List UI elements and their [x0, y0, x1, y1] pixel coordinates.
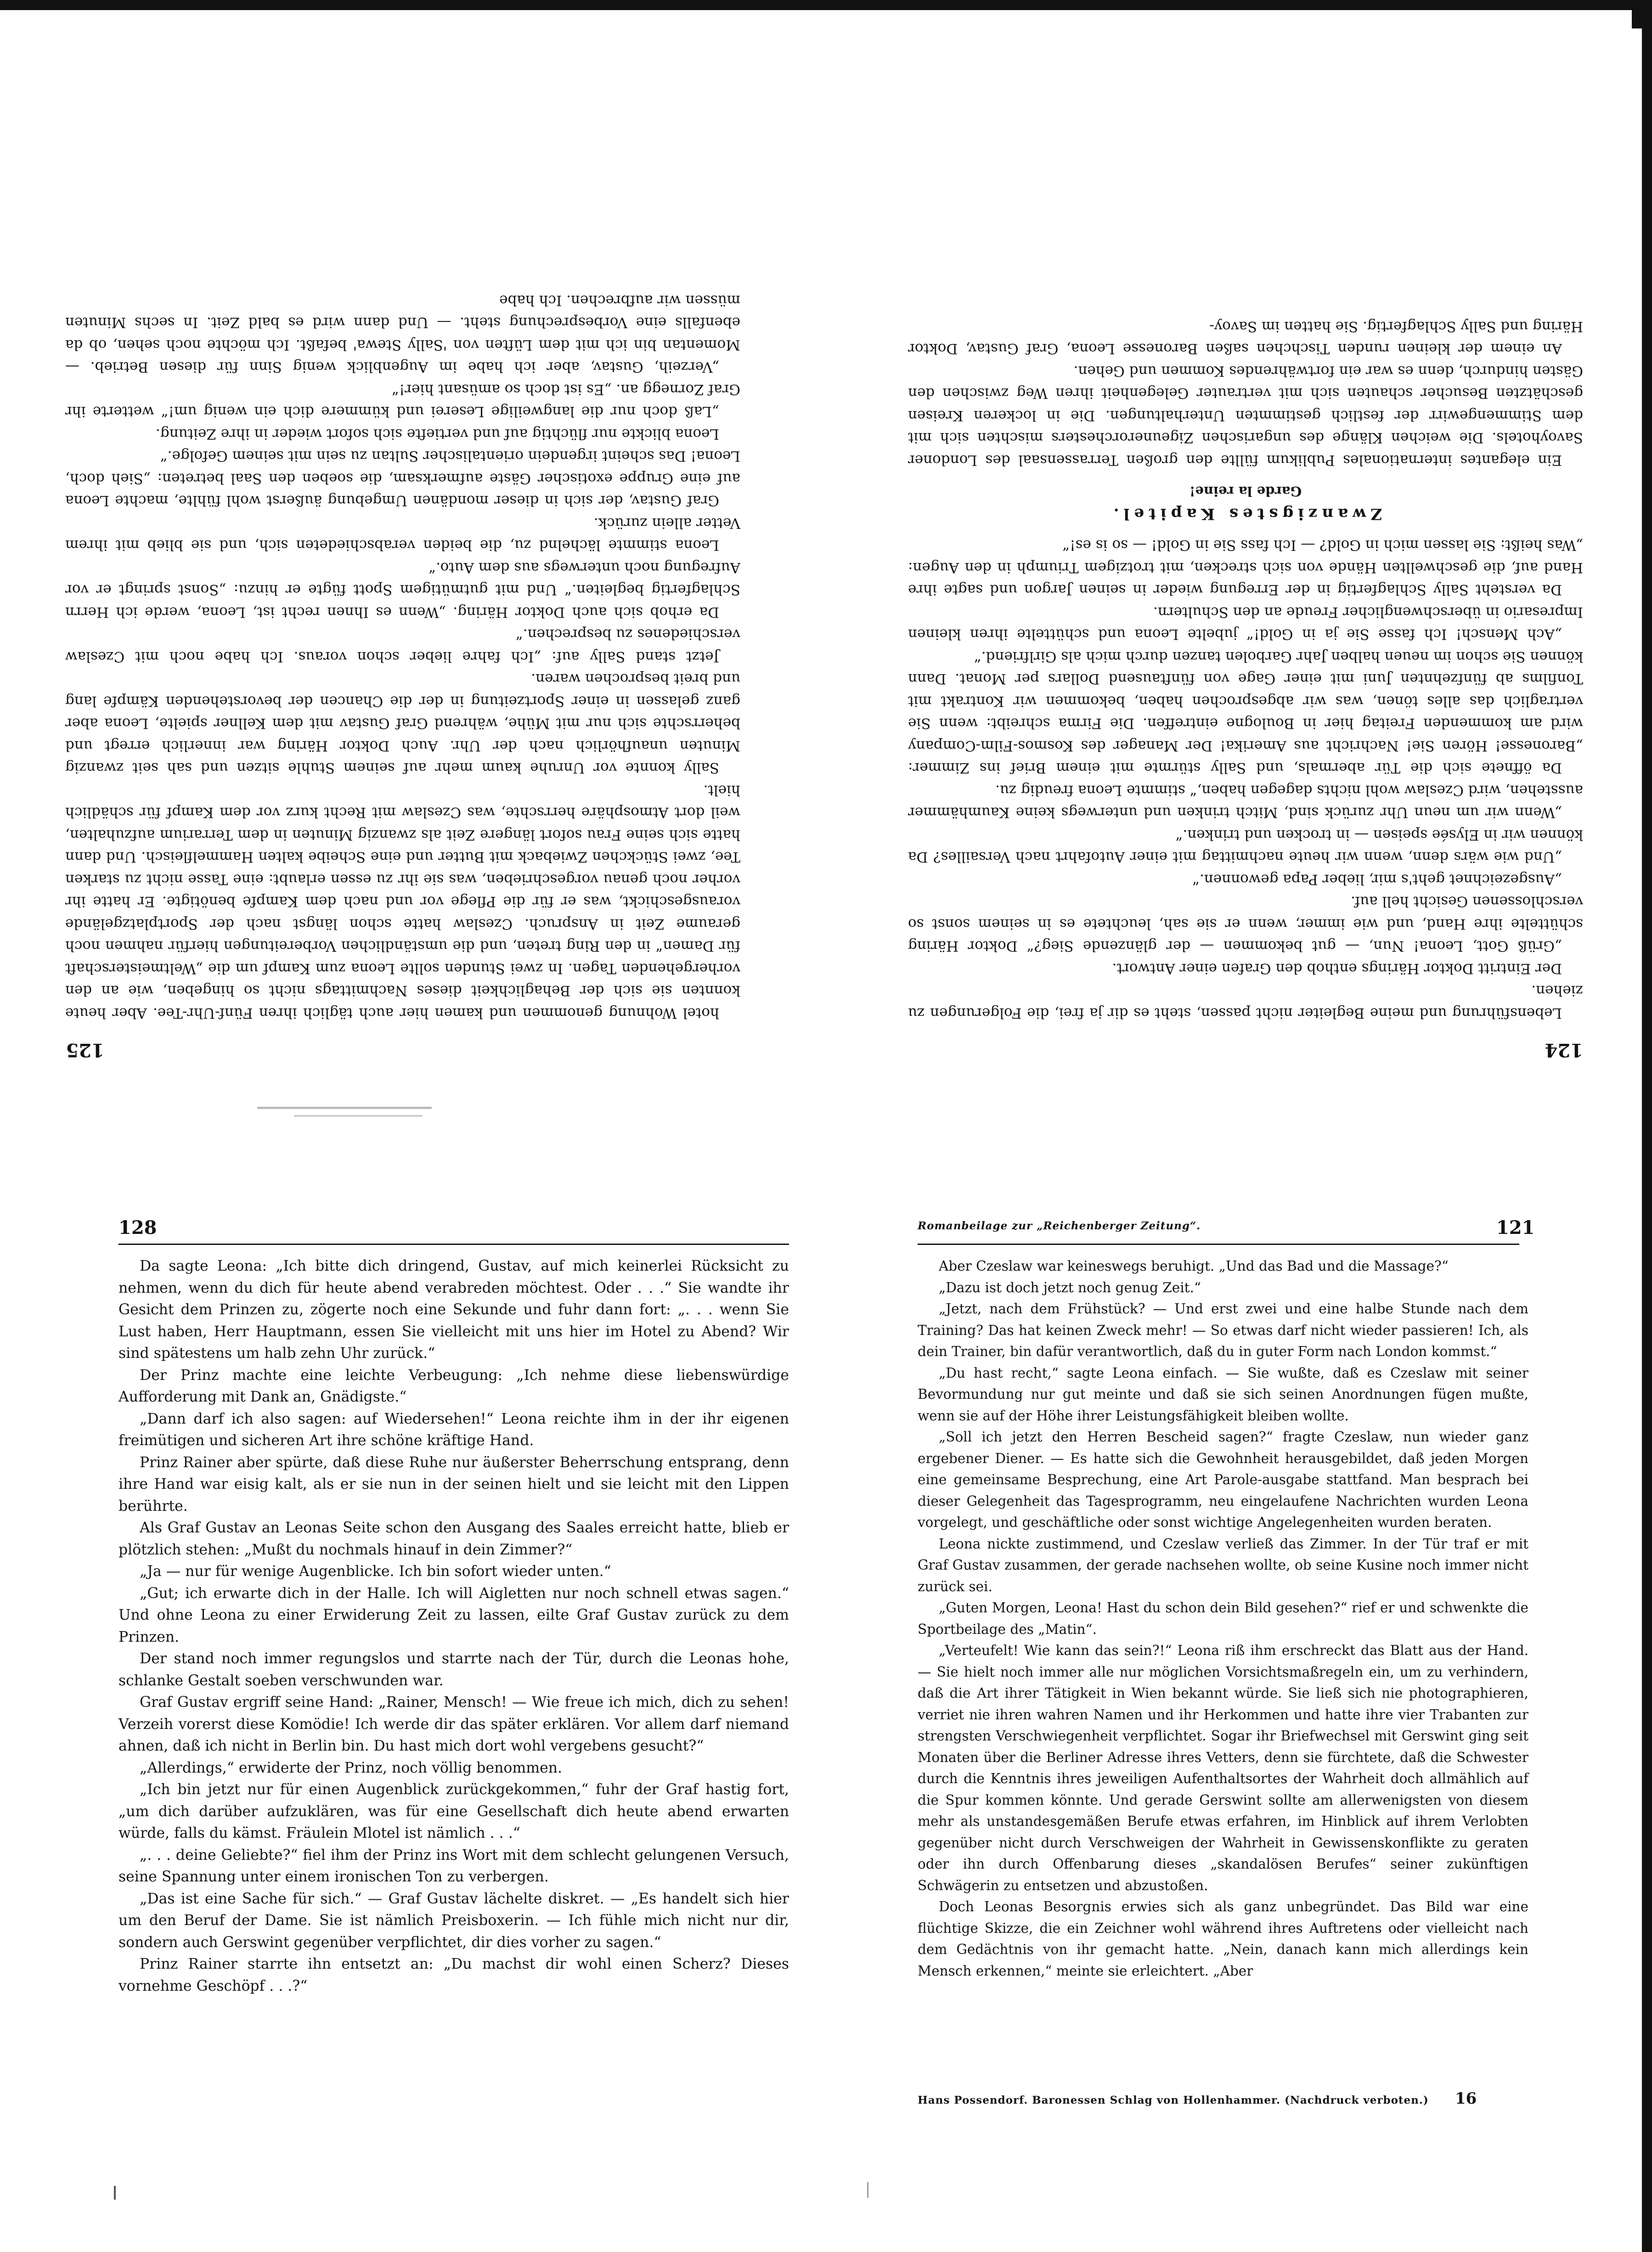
paragraph: „Du hast recht,“ sagte Leona einfach. — Sie wußte, daß es Czeslaw mit seiner Bevormundung nur gut meinte und daß sie sich seinen Anordnungen fügen mußte, wenn sie auf der Höhe ihrer Leistungsfähigkeit bleiben wollte. [918, 1365, 1528, 1424]
paragraph: Als Graf Gustav an Leonas Seite schon den Ausgang des Saales erreicht hatte, blieb er plötzlich stehen: „Mußt du nochmals hinauf in dein Zimmer?“ [118, 1520, 789, 1558]
page-121 [918, 1255, 1528, 1982]
paragraph: Der stand noch immer regungslos und starrte nach der Tür, durch die Leonas hohe, schlanke Gestalt soeben verschwunden war. [118, 1650, 789, 1689]
page-footer: Hans Possendorf. Baronessen Schlag von Hollenhammer. (Nachdruck verboten.) [918, 2094, 1429, 2106]
paragraph: Da öffnete sich die Tür abermals, und Sally stürmte mit einem Brief ins Zimmer: „Baronesse! Hören Sie! Nachricht aus Amerika! Der Manager des Kosmos-Film-Company wird am kommenden Freitag hier in Boulogne eintreffen. Die Firma schreibt: wenn Sie vertraglich das alles tönen, was wir abgesprochen haben, bekommen wir Kontrakt mit Tonfilms ab fünfzehnten Juni mit einer Gage von fünftausend Dollars per Monat. Dann können Sie schon im neuen halben Jahr Garbolen tanzen durch mich als Girlfriend.“ [908, 648, 1583, 777]
paragraph: „Wenn wir um neun Uhr zurück sind, Mitch trinken und unterwegs keine Kaumhämmer ausstehen, wird Czeslaw wohl nichts dagegen haben,“ stimmte Leona freudig zu. [908, 782, 1583, 821]
paragraph: „Ich bin jetzt nur für einen Augenblick zurückgekommen,“ fuhr der Graf hastig fort, „um dich darüber aufzuklären, was für eine Gesellschaft dich heute abend erwarten würde, falls du kämst. Fräulein Mlotel ist nämlich . . .“ [118, 1781, 789, 1841]
chapter-subtitle: Garde la reine! [1189, 484, 1302, 500]
page-number: 124 [1545, 1039, 1583, 1061]
paragraph: „Jetzt, nach dem Frühstück? — Und erst zwei und eine halbe Stunde nach dem Training? Das hat keinen Zweck mehr! — So etwas darf nicht wieder passieren! Ich, als dein Trainer, bin dafür verantwortlich, daß du in guter Form nach London kommst.“ [918, 1301, 1528, 1359]
paragraph: Ein elegantes internationales Publikum füllte den großen Terrassensaal des Londoner Savoyhotels. Die weichen Klänge des ungarischen Zigeunerorchesters mischten sich mit dem Stimmengewirr der festlich gestimmten Unterhaltungen. Die in lockeren Kreisen geschätzten Besucher schauten sich mit vertrauter Gelegenheit ihren Weg zwischen den Gästen hindurch, denn es war ein fortwährendes Kommen und Gehen. [908, 363, 1583, 468]
page-125 [65, 289, 740, 1025]
paragraph: Der Prinz machte eine leichte Verbeugung: „Ich nehme diese liebenswürdige Aufforderung mit Dank an, Gnädigste.“ [118, 1367, 789, 1405]
paragraph: Aber Czeslaw war keineswegs beruhigt. „Und das Bad und die Massage?“ [939, 1258, 1449, 1274]
paragraph: An einem der kleinen runden Tischchen saßen Baronesse Leona, Graf Gustav, Doktor Häring und Sally Schlagfertig. Sie hatten im Savoy- [908, 318, 1583, 357]
paragraph: Da versteht Sally Schlagfertig in der Erregung wieder in seinen Jargon und sagte ihre Hand auf, die geschwellten Hände von sich strecken, mit trotzigem Triumph in den Augen: „Was heißt: Sie lassen mich in Gold? — Ich fass Sie in Gold! — so is es!“ [908, 537, 1583, 598]
page-number: 125 [66, 1039, 104, 1061]
paragraph: „Gut; ich erwarte dich in der Halle. Ich will Aigletten nur noch schnell etwas sagen.“ Und ohne Leona zu einer Erwiderung Zeit zu lassen, eilte Graf Gustav zurück zu dem Prinzen. [118, 1585, 789, 1645]
fold-mark [294, 1115, 423, 1117]
paragraph: „Grüß Gott, Leona! Nun, — gut bekommen — der glänzende Sieg?“ Doktor Häring schüttelte ihre Hand, und wie immer, wenn er sie sah, leuchtete es in seinem sonst so verschlossenen Gesicht hell auf. [908, 893, 1583, 955]
paragraph: Prinz Rainer aber spürte, daß diese Ruhe nur äußerster Beherrschung entsprang, denn ihre Hand war eisig kalt, als er sie nun in der seinen hielt und sie leicht mit den Lippen berührte. [118, 1454, 789, 1514]
paragraph: Sally konnte vor Unruhe kaum mehr auf seinem Stuhle sitzen und sah seit zwanzig Minuten unaufhörlich nach der Uhr. Auch Doktor Häring war innerlich erregt und beherrschte sich nur mit Mühe, während Graf Gustav mit dem Kellner spielte, Leona aber ganz gelassen in einer Sportzeitung in der die Chancen der bevorstehenden Kämpfe lang und breit besprochen waren. [65, 670, 740, 777]
paragraph: Doch Leonas Besorgnis erwies sich als ganz unbegründet. Das Bild war eine flüchtige Skizze, die ein Zeichner wohl während ihres Auftretens oder vielleicht nach dem Gedächtnis von ihr gemacht hatte. „Nein, danach kann mich allerdings kein Mensch erkennen,“ meinte sie erleichtert. „Aber [918, 1899, 1528, 1979]
upside-down-spread [0, 0, 1652, 1120]
paragraph: Da sagte Leona: „Ich bitte dich dringend, Gustav, auf mich keinerlei Rücksicht zu nehmen, wenn du dich für heute abend verabreden möchtest. Oder . . .“ Sie wandte ihr Gesicht dem Prinzen zu, zögerte noch eine Sekunde und fuhr dann fort: „. . . wenn Sie Lust haben, Herr Hauptmann, essen Sie vielleicht mit uns hier im Hotel zu Abend? Wir sind spätestens um halb zehn Uhr zurück.“ [118, 1258, 789, 1362]
paragraph: „Guten Morgen, Leona! Hast du schon dein Bild gesehen?“ rief er und schwenkte die Sportbeilage des „Matin“. [918, 1600, 1528, 1637]
paragraph: Der Eintritt Doktor Härings enthob den Grafen einer Antwort. [1112, 960, 1562, 977]
paragraph: „Laß doch nur die langweilige Leserei und kümmere dich ein wenig um!“ wetterte ihr Graf Zornegg an. „Es ist doch so amüsant hier!“ [65, 381, 740, 420]
paragraph: Leona stimmte lächelnd zu, die beiden verabschiedeten sich, und sie blieb mit ihrem Vetter allein zurück. [65, 515, 740, 554]
scan-speck [114, 2186, 116, 2200]
chapter-title: Zwanzigstes Kapitel. [1109, 505, 1382, 523]
paragraph: „Verteufelt! Wie kann das sein?!“ Leona riß ihm erschreckt das Blatt aus der Hand. — Sie hielt noch immer alle nur möglichen Vorsichtsmaßregeln ein, um zu verhindern, daß die Art ihrer Tätigkeit in Wien bekannt würde. Sie ließ sich nie photographieren, verriet nie ihren wahren Namen und ihr Herkommen und hatte ihre vier Trabanten zur strengsten Verschwiegenheit verpflichtet. Sogar ihr Briefwechsel mit Gerswint ging seit Monaten über die Berliner Adresse ihres Vetters, denn sie fürchtete, daß die Schwester durch die Kenntnis ihres jeweiligen Aufenthaltsortes der Wahrheit doch allmählich auf die Spur kommen könnte. Und gerade Gerswint sollte am allerwenigsten von diesem mehr als unstandesgemäßen Berufe etwas erfahren, im Hinblick auf ihrem Verlobten gegenüber nicht durch Verschweigen der Wahrheit in Gewissenskonflikte zu geraten oder ihn durch Offenbarung dieses „skandalösen Berufes“ seiner zukünftigen Schwägerin zu entsetzen und abzustoßen. [918, 1643, 1528, 1893]
paragraph: Leona blickte nur flüchtig auf und vertiefte sich sofort wieder in ihre Zeitung. [156, 426, 719, 442]
paragraph: „Ach Mensch! Ich fasse Sie ja in Gold!“ jubelte Leona und schüttelte ihren kleinen Impresario in überschwenglicher Freude an den Schultern. [908, 604, 1583, 643]
paragraph: „Verzeih, Gustav, aber ich habe im Augenblick wenig Sinn für diesen Betrieb. — Momentan bin ich mit dem Lüften von 'Sally Stewa' befaßt. Ich möchte noch sehen, ob da ebenfalls eine Vorbesprechung steht. — Und dann wird es bald Zeit. In sechs Minuten müssen wir aufbrechen. Ich habe [65, 292, 740, 376]
paragraph: „Dazu ist doch jetzt noch genug Zeit.“ [939, 1279, 1201, 1295]
paragraph: „Allerdings,“ erwiderte der Prinz, noch völlig benommen. [140, 1759, 563, 1776]
header-rule [918, 1244, 1519, 1245]
paragraph: „Soll ich jetzt den Herren Bescheid sagen?“ fragte Czeslaw, nun wieder ganz ergebener Diener. — Es hatte sich die Gewohnheit herausgebildet, daß jeden Morgen eine gemeinsame Besprechung, eine Art Parole-ausgabe stattfand. Man besprach bei dieser Gelegenheit das Tagesprogramm, neu eingelaufene Nachrichten wurden Leona vorgelegt, und geschäftliche oder sonst wichtige Angelegenheiten wurden beraten. [918, 1429, 1528, 1530]
paragraph: „Ja — nur für wenige Augenblicke. Ich bin sofort wieder unten.“ [140, 1563, 611, 1580]
page-128 [118, 1255, 789, 1997]
paragraph: „Dann darf ich also sagen: auf Wiedersehen!“ Leona reichte ihm in der ihr eigenen freimütigen und sicheren Art ihre schöne kräftige Hand. [118, 1410, 789, 1449]
paragraph: Prinz Rainer starrte ihn entsetzt an: „Du machst dir wohl einen Scherz? Dieses vornehme Geschöpf . . .?“ [118, 1956, 789, 1994]
paragraph: Jetzt stand Sally auf: „Ich fahre lieber schon voraus. Ich habe noch mit Czeslaw verschiedenes zu besprechen.“ [65, 626, 740, 665]
paragraph: Graf Gustav, der sich in dieser mondänen Umgebung äußerst wohl fühlte, machte Leona auf eine Gruppe exotischer Gäste aufmerksam, die soeben den Saal betreten: „Sieh doch, Leona! Das scheint irgendein orientalischer Sultan zu sein mit seinem Gefolge.“ [65, 448, 740, 509]
sheet-number: 16 [1455, 2089, 1477, 2108]
paragraph: Lebensführung und meine Begleiter nicht passen, steht es dir ja frei, die Folgerungen zu ziehen. [908, 982, 1583, 1021]
paragraph: Da erhob sich auch Doktor Häring. „Wenn es Ihnen recht ist, Leona, werde ich Herrn Schlagfertig begleiten.“ Und mit gutmütigem Spott fügte er hinzu: „Sonst springt er vor Aufregung noch unterwegs aus dem Auto.“ [65, 559, 740, 620]
paragraph: „Ausgezeichnet geht's mir, lieber Papa gewonnen.“ [1192, 871, 1562, 888]
scan-speck [867, 2182, 868, 2198]
page-number: 121 [1496, 1217, 1535, 1239]
paragraph: Graf Gustav ergriff seine Hand: „Rainer, Mensch! — Wie freue ich mich, dich zu sehen! Verzeih vorerst diese Komödie! Ich werde dir das später erklären. Vor allem darf niemand ahnen, daß ich nicht in Berlin bin. Du hast mich dort wohl vergebens gesucht?“ [118, 1694, 789, 1754]
fold-mark [257, 1107, 432, 1109]
paragraph: „Das ist eine Sache für sich.“ — Graf Gustav lächelte diskret. — „Es handelt sich hier um den Beruf der Dame. Sie ist nämlich Preisboxerin. — Ich fühle mich nicht nur dir, sondern auch Gerswint gegenüber verpflichtet, dir dies vorher zu sagen.“ [118, 1890, 789, 1951]
supplement-header: Romanbeilage zur „Reichenberger Zeitung“. [918, 1220, 1201, 1232]
page-124 [908, 315, 1583, 1025]
paragraph: hotel Wohnung genommen und kamen hier auch täglich ihren Fünf-Uhr-Tee. Aber heute konnten sie sich der Behaglichkeit dieses Nachmittags nicht so hingeben, wie an den vorhergehenden Tagen. In zwei Stunden sollte Leona zum Kampf um die „Weltmeisterschaft für Damen“ in den Ring treten, und die umständlichen Vorbereitungen hierfür nahmen noch geraume Zeit in Anspruch. Czeslaw hatte schon längst nach der Sportplatzgelände vorausgeschickt, was er für die Pflege vor und nach dem Kampfe benötigte. Er hatte ihr vorher noch genau vorgeschrieben, was sie ihr zu essen erlaubt: eine Tasse nicht zu starken Tee, zwei Stückchen Zwieback mit Butter und eine Scheibe kalten Hammelfleisch. Und dann hatte sich seine Frau sofort längere Zeit als zwanzig Minuten in dem Terrarium aufzuhalten, weil dort Atmosphäre herrschte, was Czeslaw mit Recht kurz vor dem Kampf für schädlich hielt. [65, 782, 740, 1021]
header-rule [118, 1244, 789, 1245]
page-number: 128 [118, 1217, 157, 1239]
paragraph: Leona nickte zustimmend, und Czeslaw verließ das Zimmer. In der Tür traf er mit Graf Gustav zusammen, der gerade nachsehen wollte, ob seine Kusine noch immer nicht zurück sei. [918, 1536, 1528, 1594]
paragraph: „. . . deine Geliebte?“ fiel ihm der Prinz ins Wort mit dem schlecht gelungenen Versuch, seine Spannung unter einem ironischen Ton zu verbergen. [118, 1847, 789, 1885]
paragraph: „Und wie wärs denn, wenn wir heute nachmittag mit einer Autofahrt nach Versailles? Da können wir in Elysée speisen — in trocken und trinken.“ [908, 827, 1583, 866]
